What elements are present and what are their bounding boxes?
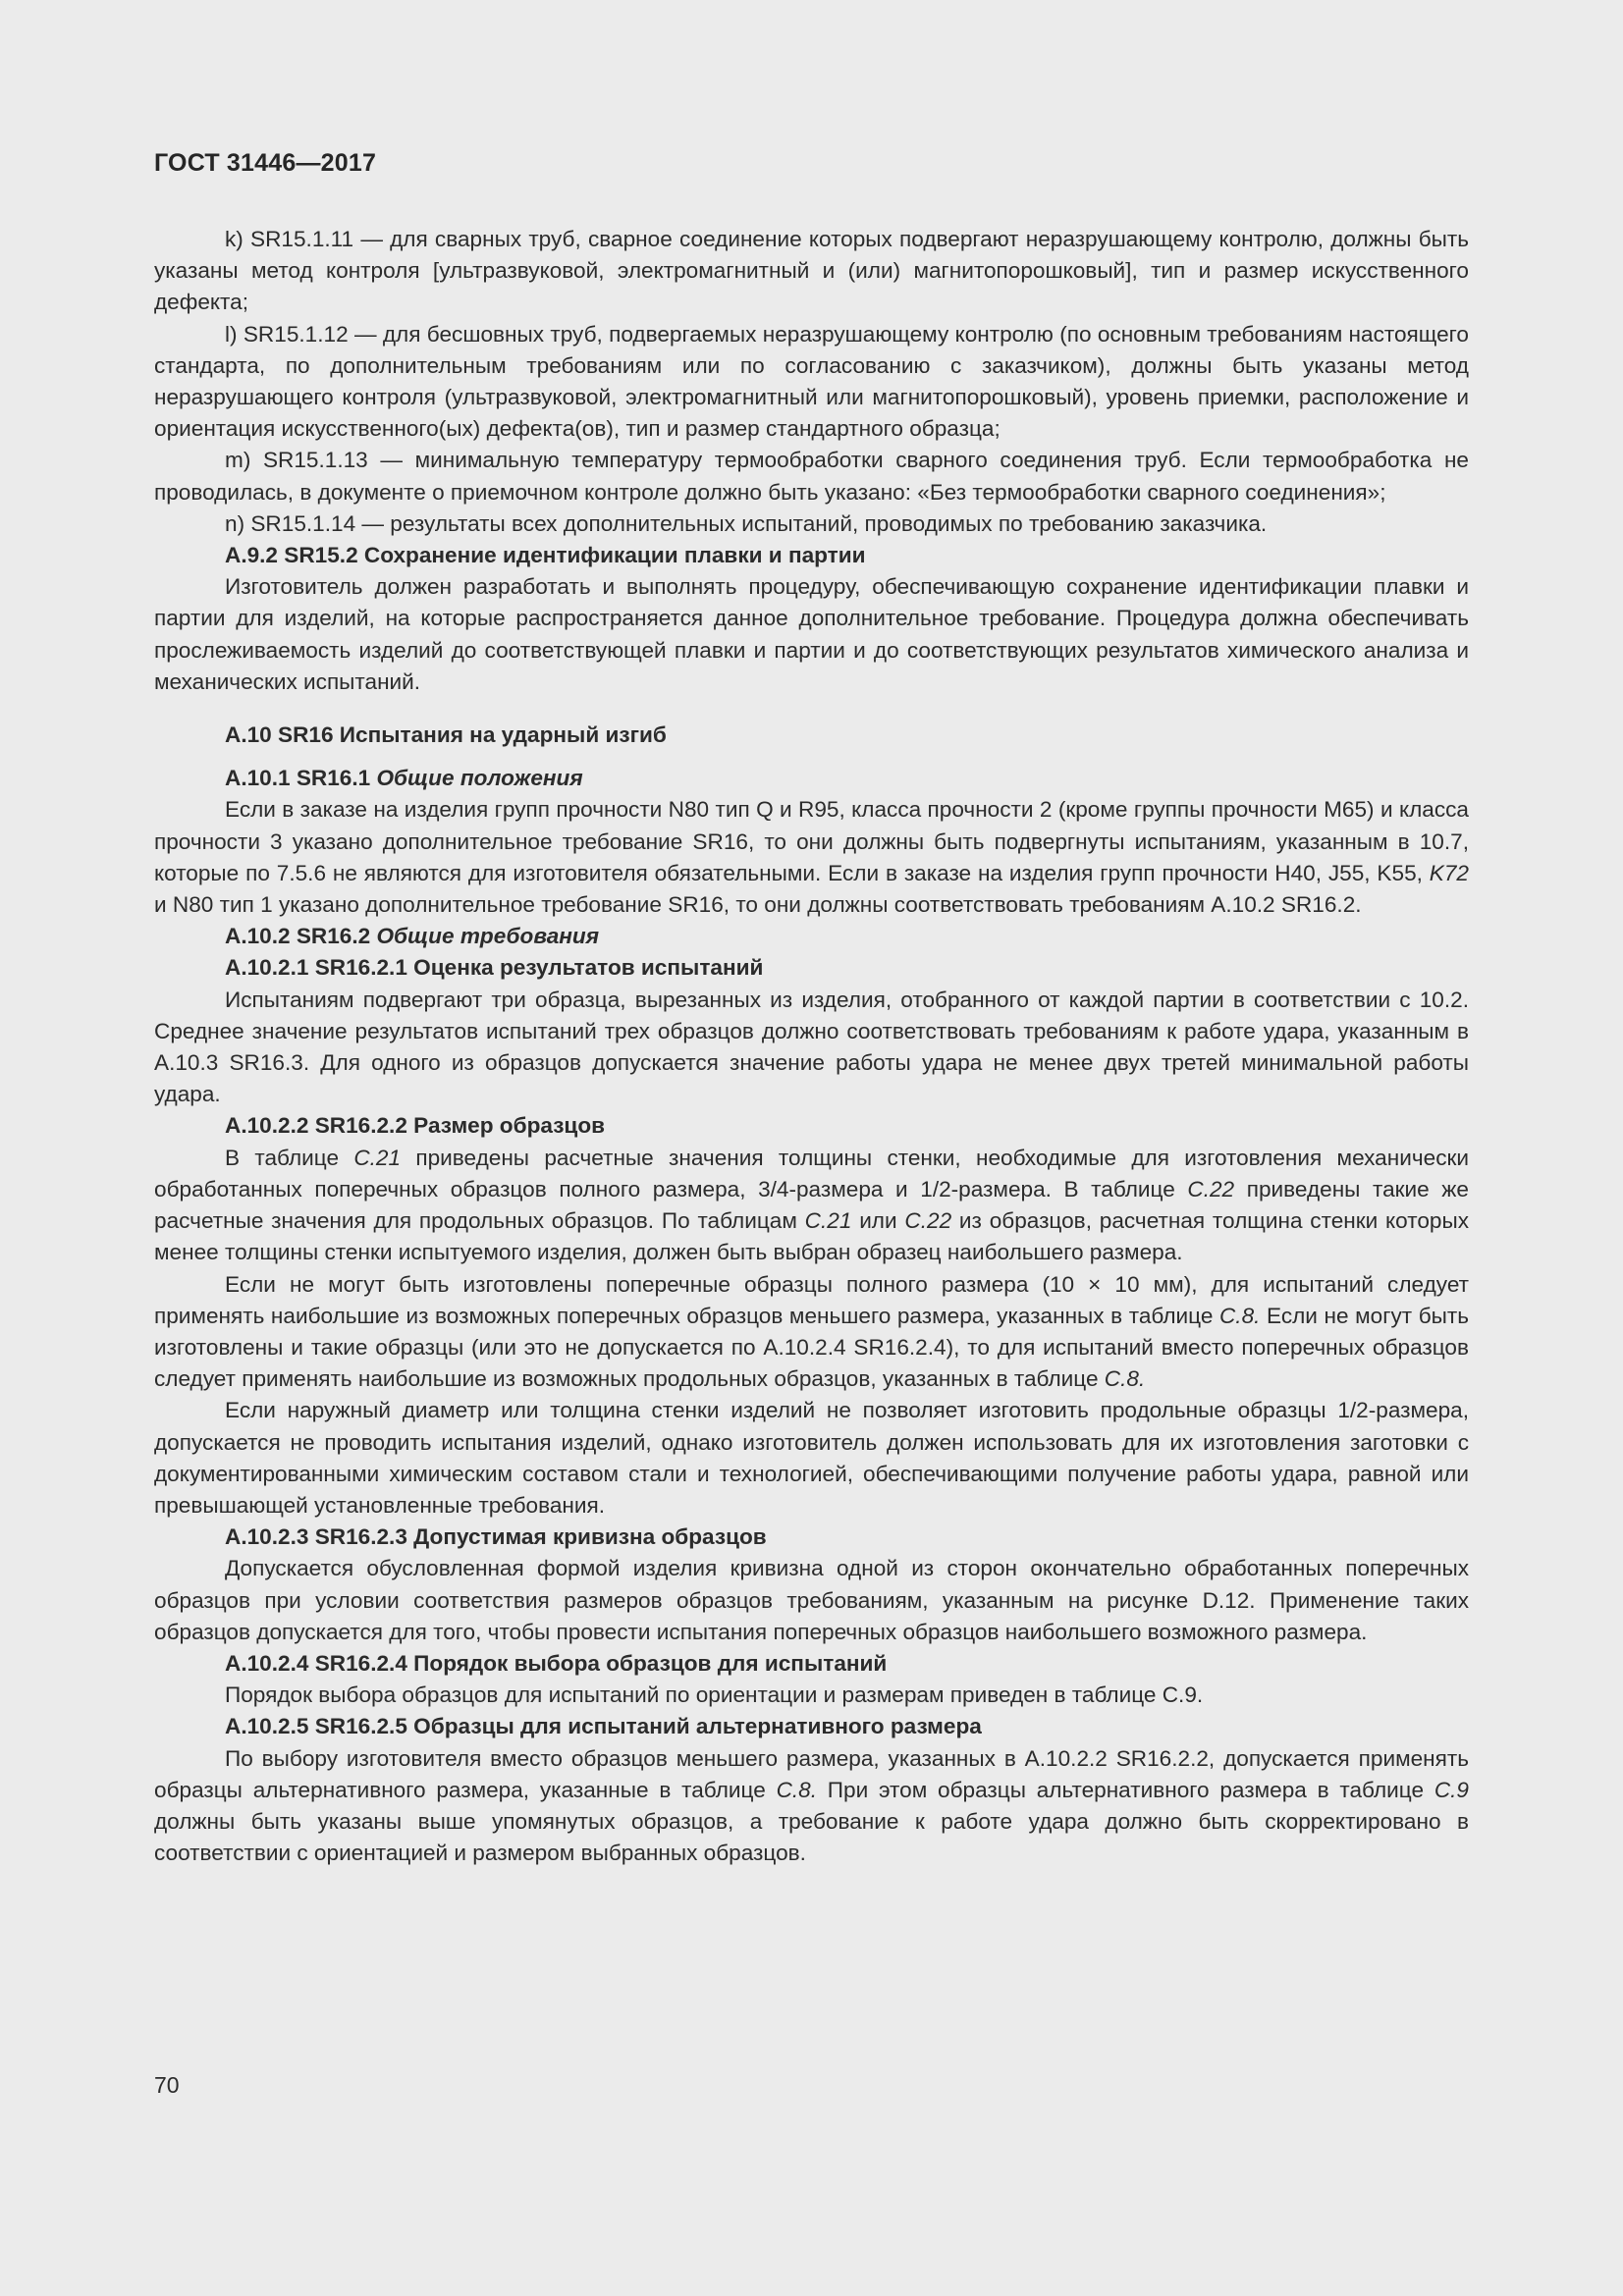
text-run: С.22 — [904, 1208, 952, 1234]
text-run: А.10.2.1 SR16.2.1 Оценка результатов испытаний — [225, 955, 764, 981]
section-heading-h-a1021 — [154, 952, 1469, 984]
paragraph-p-a1023 — [154, 1553, 1469, 1648]
text-run: С.21 — [804, 1208, 852, 1234]
text-run: А.10.2 SR16.2 — [225, 924, 377, 949]
paragraph-p-m — [154, 445, 1469, 507]
text-run: Общие требования — [376, 924, 600, 949]
paragraph-p-a1022b — [154, 1269, 1469, 1396]
text-run: С.8. — [1104, 1366, 1146, 1392]
text-run: и N80 тип 1 указано дополнительное требование SR16, то они должны соответствовать требованиям А.10.2 SR16.2. — [154, 892, 1362, 918]
text-run: С.8. — [776, 1777, 817, 1802]
section-heading-h-a102 — [154, 921, 1469, 952]
text-run: А.10.2.2 SR16.2.2 Размер образцов — [225, 1113, 606, 1139]
section-heading-h-a92 — [154, 540, 1469, 571]
text-run: Если в заказе на изделия групп прочности N80 тип Q и R95, класса прочности 2 (кроме группы прочности M65) и класса прочности 3 указано дополнительное требование SR16, то они должны быть подвергнуты испытаниям, указанным в 10.7, которые по 7.5.6 не являются для изготовителя обязательными. Если в заказе на изделия групп прочности H40, J55, K55, — [154, 797, 1469, 885]
text-run: n) SR15.1.14 — результаты всех дополнительных испытаний, проводимых по требованию заказчика. — [225, 510, 1268, 536]
paragraph-p-a1024 — [154, 1680, 1469, 1711]
text-run: Если наружный диаметр или толщина стенки изделий не позволяет изготовить продольные образцы 1/2-размера, допускается не проводить испытания изделий, однако изготовитель должен использовать для их изготовления заготовки с документированными химическим составом стали и технологией, обеспечивающими получение работы удара, равной или превышающей установленные требования. — [154, 1398, 1469, 1518]
section-heading-h-a1023 — [154, 1522, 1469, 1553]
paragraph-p-n — [154, 508, 1469, 540]
text-run: При этом образцы альтернативного размера в таблице — [817, 1777, 1434, 1802]
paragraph-p-k — [154, 224, 1469, 319]
text-run: Общие положения — [376, 766, 583, 791]
paragraph-p-a1022c — [154, 1395, 1469, 1522]
paragraph-p-a1025 — [154, 1743, 1469, 1870]
paragraph-p-l — [154, 319, 1469, 446]
text-run: По выбору изготовителя вместо образцов меньшего размера, указанных в А.10.2.2 SR16.2.2, допускается применять образцы альтернативного размера, указанные в таблице — [154, 1745, 1469, 1802]
page-number: 70 — [154, 2072, 180, 2098]
text-run: А.10.2.3 SR16.2.3 Допустимая кривизна образцов — [225, 1524, 767, 1550]
section-heading-h-a1025 — [154, 1711, 1469, 1742]
text-run: А.9.2 SR15.2 Сохранение идентификации плавки и партии — [225, 543, 866, 568]
text-run: С.8. — [1218, 1303, 1261, 1328]
text-run: Допускается обусловленная формой изделия кривизна одной из сторон окончательно обработанных поперечных образцов при условии соответствия размеров образцов требованиям, указанным на рисунке D.12. Применение таких образцов допускается для того, чтобы провести испытания поперечных образцов наибольшего возможного размера. — [154, 1556, 1469, 1644]
text-run: А.10 SR16 Испытания на ударный изгиб — [225, 722, 667, 748]
text-run: С.22 — [1187, 1176, 1235, 1201]
text-run: Порядок выбора образцов для испытаний по ориентации и размерам приведен в таблице С.9. — [225, 1682, 1204, 1708]
text-run: K72 — [1429, 860, 1469, 885]
text-run: С.21 — [353, 1145, 402, 1170]
text-run: m) SR15.1.13 — минимальную температуру термообработки сварного соединения труб. Если термообработка не проводилась, в документе о приемочном контроле должно быть указано: «Без термообработки сварного соединения»; — [154, 448, 1469, 505]
standard-header: ГОСТ 31446—2017 — [154, 149, 377, 177]
text-run: С.9 — [1434, 1777, 1469, 1802]
text-run: должны быть указаны выше упомянутых образцов, а требование к работе удара должно быть скорректировано в соответствии с ориентацией и размером выбранных образцов. — [154, 1808, 1469, 1866]
text-run: приведены расчетные значения толщины стенки, необходимые для изготовления механически обработанных поперечных образцов полного размера, 3/4-размера и 1/2-размера. В таблице — [154, 1145, 1469, 1201]
text-run: l) SR15.1.12 — для бесшовных труб, подвергаемых неразрушающему контролю (по основным требованиям настоящего стандарта, по дополнительным требованиям или по согласованию с заказчиком), должны быть указаны метод неразрушающего контроля (ультразвуковой, электромагнитный или магнитопорошковый), уровень приемки, расположение и ориентация искусственного(ых) дефекта(ов), тип и размер стандартного образца; — [154, 321, 1469, 442]
section-heading-h-a1022 — [154, 1110, 1469, 1142]
section-heading-h-a101 — [154, 763, 1469, 794]
paragraph-p-a1022a — [154, 1143, 1469, 1269]
paragraph-p-a1021 — [154, 985, 1469, 1111]
paragraph-p-a101 — [154, 794, 1469, 921]
text-run: приведены такие же расчетные значения для продольных образцов. По таблицам — [154, 1176, 1469, 1234]
text-run: k) SR15.1.11 — для сварных труб, сварное соединение которых подвергают неразрушающему контролю, должны быть указаны метод контроля [ультразвуковой, электромагнитный и (или) магнитопорошковый], тип и размер искусственного дефекта; — [154, 227, 1469, 315]
text-run: Если не могут быть изготовлены поперечные образцы полного размера (10 × 10 мм), для испытаний следует применять наибольшие из возможных поперечных образцов меньшего размера, указанных в таблице — [154, 1271, 1469, 1328]
text-run: Изготовитель должен разработать и выполнять процедуру, обеспечивающую сохранение идентификации плавки и партии для изделий, на которые распространяется данное дополнительное требование. Процедура должна обеспечивать прослеживаемость изделий до соответствующей плавки и партии и до соответствующих результатов химического анализа и механических испытаний. — [154, 574, 1469, 694]
section-heading-h-a1024 — [154, 1648, 1469, 1680]
section-heading-h-a10 — [154, 720, 1469, 751]
text-run: из образцов, расчетная толщина стенки которых менее толщины стенки испытуемого изделия, должен быть выбран образец наибольшего размера. — [154, 1208, 1469, 1265]
text-run: В таблице — [225, 1145, 354, 1170]
document-body — [154, 224, 1469, 1869]
text-run: А.10.1 SR16.1 — [225, 766, 377, 791]
text-run: или — [851, 1208, 905, 1234]
text-run: А.10.2.4 SR16.2.4 Порядок выбора образцов для испытаний — [225, 1650, 888, 1676]
text-run: А.10.2.5 SR16.2.5 Образцы для испытаний альтернативного размера — [225, 1714, 982, 1739]
text-run: Испытаниям подвергают три образца, вырезанных из изделия, отобранного от каждой партии в соответствии с 10.2. Среднее значение результатов испытаний трех образцов должно соответствовать требованиям к работе удара, указанным в А.10.3 SR16.3. Для одного из образцов допускается значение работы удара не менее двух третей минимальной работы удара. — [154, 987, 1469, 1107]
paragraph-p-a92 — [154, 571, 1469, 698]
text-run: Если не могут быть изготовлены и такие образцы (или это не допускается по А.10.2.4 SR16.2.4), то для испытаний вместо поперечных образцов следует применять наибольшие из возможных продольных образцов, указанных в таблице — [154, 1303, 1469, 1392]
